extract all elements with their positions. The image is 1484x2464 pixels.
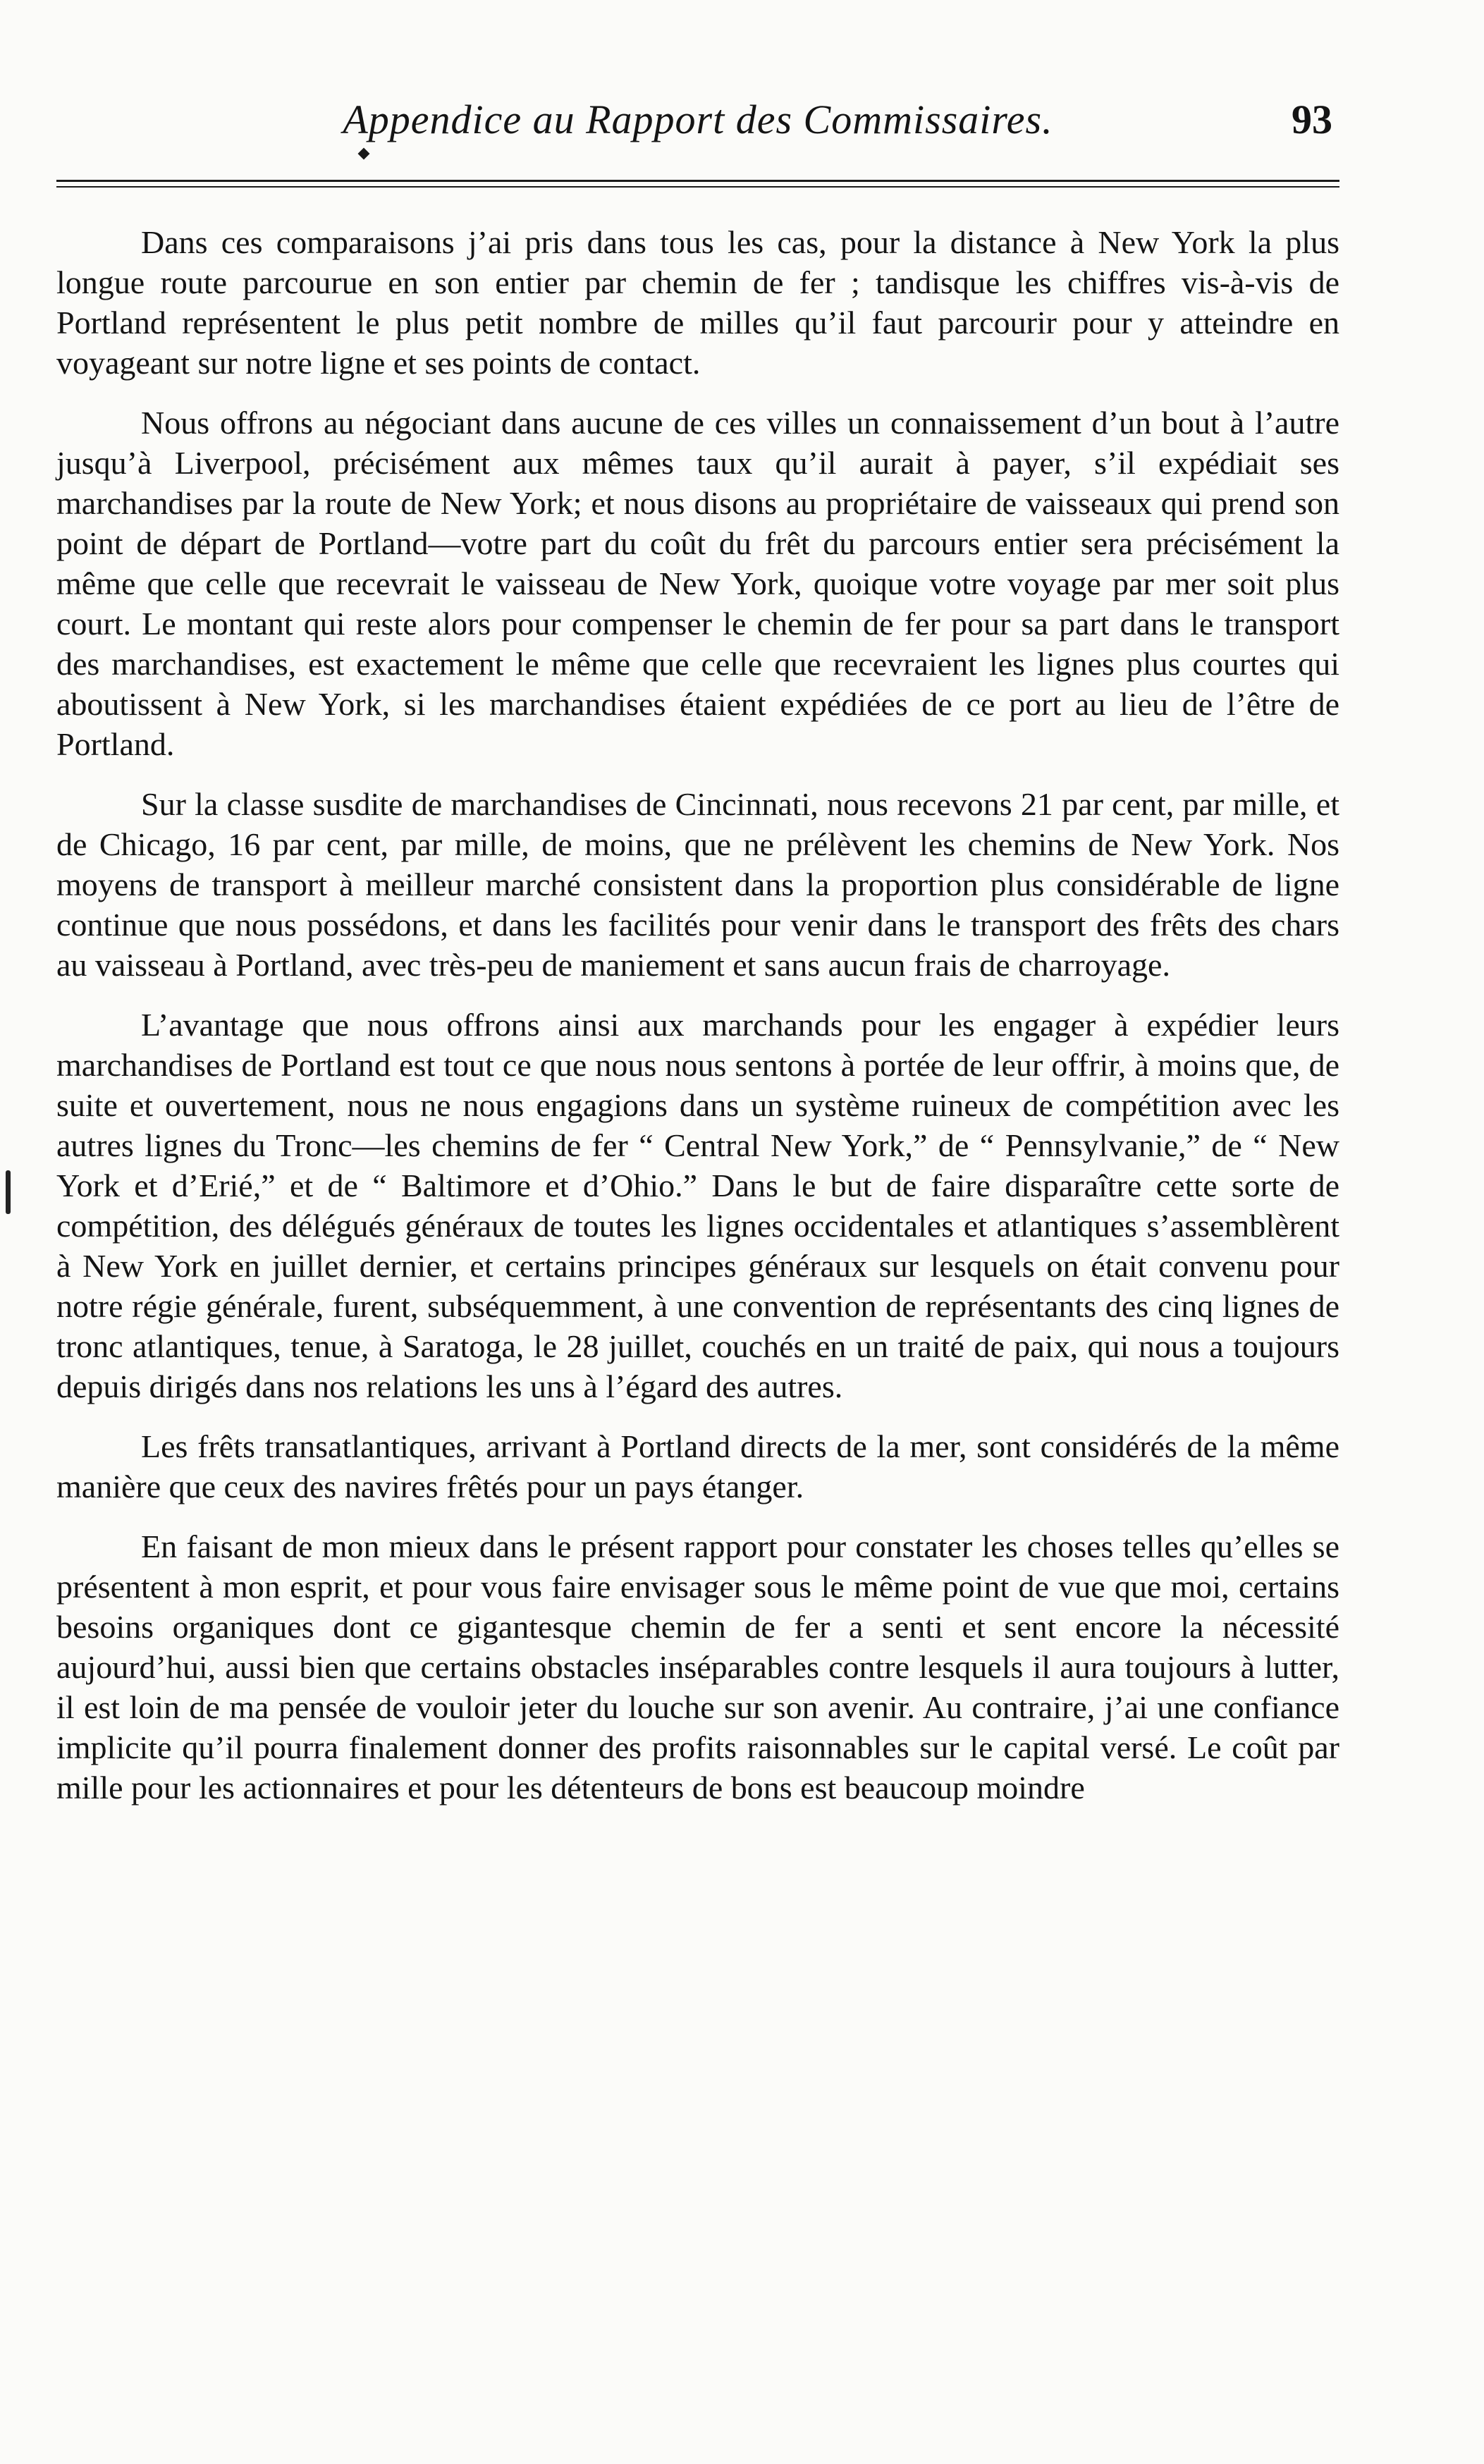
body-text bbox=[56, 222, 1339, 1827]
header-rule bbox=[56, 180, 1339, 182]
paragraph: Les frêts transatlantiques, arrivant à Portland directs de la mer, sont considérés de la même manière que ceux des navires frêtés pour un pays étanger. bbox=[56, 1428, 1339, 1504]
paragraph: Nous offrons au négociant dans aucune de ces villes un connaissement d’un bout à l’autre jusqu’à Liverpool, précisément aux mêmes taux qu’il aurait à payer, s’il expédiait ses marchandises par la route de New York; et nous disons au propriétaire de vaisseaux qui prend son point de départ de Portland—votre part du coût du frêt du parcours entier sera précisément la même que celle que recevrait le vaisseau de New York, quoique votre voyage par mer soit plus court. Le montant qui reste alors pour compenser le chemin de fer pour sa part dans le transport des marchandises, est exactement le même que celle que recevraient les lignes plus courtes qui aboutissent à New York, si les marchandises étaient expédiées de ce port au lieu de l’être de Portland. bbox=[56, 405, 1339, 762]
paragraph: Sur la classe susdite de marchandises de Cincinnati, nous recevons 21 par cent, par mille, et de Chicago, 16 par cent, par mille, de moins, que ne prélèvent les chemins de New York. Nos moyens de transport à meilleur marché consistent dans la proportion plus considérable de ligne continue que nous possédons, et dans les facilités pour venir dans le transport des frêts des chars au vaisseau à Portland, avec très-peu de maniement et sans aucun frais de charroyage. bbox=[56, 786, 1339, 983]
page-header bbox=[56, 88, 1339, 152]
paragraph: En faisant de mon mieux dans le présent rapport pour constater les choses telles qu’elles se présentent à mon esprit, et pour vous faire envisager sous le même point de vue que moi, certains besoins organiques dont ce gigantesque chemin de fer a senti et sent encore la nécessité aujourd’hui, aussi bien que certains obstacles inséparables contre lesquels il aura toujours à lutter, il est loin de ma pensée de vouloir jeter du louche sur son avenir. Au contraire, j’ai une confiance implicite qu’il pourra finalement donner des profits raisonnables sur le capital versé. Le coût par mille pour les actionnaires et pour les détenteurs de bons est beaucoup moindre bbox=[56, 1528, 1339, 1806]
page-number: 93 bbox=[1292, 97, 1332, 142]
paragraph: L’avantage que nous offrons ainsi aux marchands pour les engager à expédier leurs marchandises de Portland est tout ce que nous nous sentons à portée de leur offrir, à moins que, de suite et ouvertement, nous ne nous engagions dans un système ruineux de compétition avec les autres lignes du Tronc—les chemins de fer “ Central New York,” de “ Pennsylvanie,” de “ New York et d’Erié,” et de “ Baltimore et d’Ohio.” Dans le but de faire disparaître cette sorte de compétition, des délégués généraux de toutes les lignes occidentales et atlantiques s’assemblèrent à New York en juillet dernier, et certains principes généraux sur lesquels on était convenu pour notre régie générale, furent, subséquemment, à une convention de représentants des cinq lignes de tronc atlantiques, tenue, à Saratoga, le 28 juillet, couchés en un traité de paix, qui nous a toujours depuis dirigés dans nos relations les uns à l’égard des autres. bbox=[56, 1007, 1339, 1404]
header-rule-thin bbox=[56, 186, 1339, 188]
paragraph: Dans ces comparaisons j’ai pris dans tous les cas, pour la distance à New York la plus longue route parcourue en son entier par chemin de fer ; tandisque les chiffres vis-à-vis de Portland représentent le plus petit nombre de milles qu’il faut parcourir pour y atteindre en voyageant sur notre ligne et ses points de contact. bbox=[56, 224, 1339, 381]
margin-mark-icon bbox=[6, 1170, 11, 1214]
running-title: Appendice au Rapport des Commissaires. bbox=[343, 97, 1053, 142]
